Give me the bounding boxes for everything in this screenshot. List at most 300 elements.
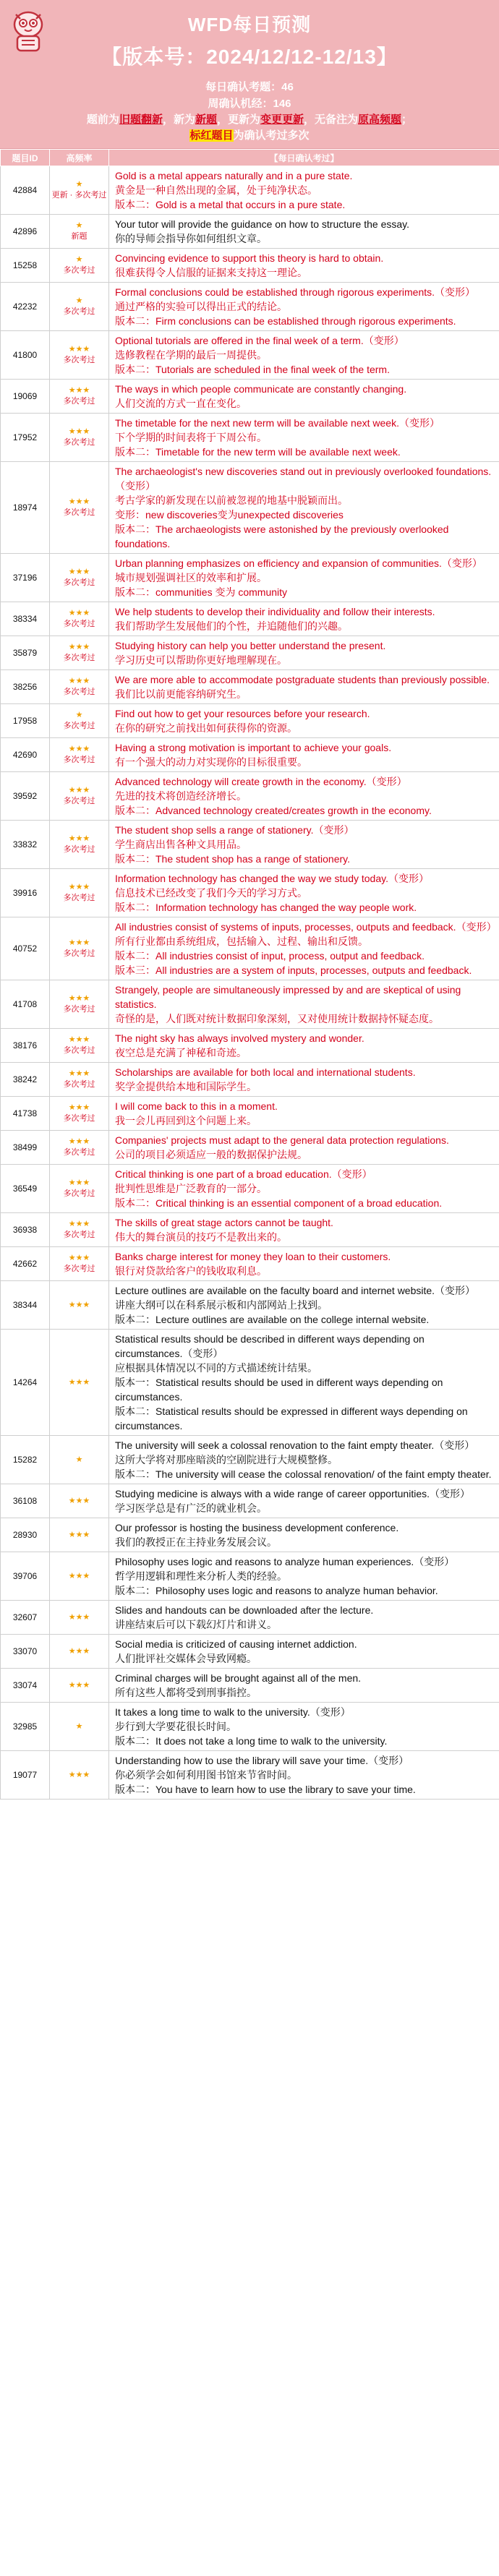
star-rating-icon: ★ — [75, 296, 83, 305]
question-id: 41738 — [1, 1097, 50, 1131]
star-rating-icon: ★★★ — [68, 1069, 90, 1078]
star-rating-icon: ★ — [75, 1455, 83, 1464]
sentence-line: The skills of great stage actors cannot be taught. — [115, 1217, 333, 1228]
question-id: 42896 — [1, 215, 50, 249]
status-tag: 多次考过 — [63, 894, 95, 902]
sentence-cell — [109, 1635, 499, 1669]
sentence-line: 你必须学会如何利用图书馆来节省时间。 — [115, 1769, 297, 1781]
star-rating-icon: ★★★ — [68, 1377, 90, 1387]
table-row — [1, 166, 499, 215]
sentence-cell — [109, 1029, 499, 1063]
sentence-cell — [109, 380, 499, 414]
legend-line-2: 标红题目为确认考过多次 — [189, 129, 310, 142]
header-freq: 高频率 — [50, 150, 109, 166]
sentence-line: 夜空总是充满了神秘和奇迹。 — [115, 1047, 247, 1058]
sentence-line: 人们交流的方式一直在变化。 — [115, 398, 247, 409]
question-table — [0, 149, 499, 1800]
frequency-cell — [50, 980, 109, 1029]
sentence-line: 版本一：Statistical results should be used in different ways depending on circumstances. — [115, 1377, 443, 1403]
frequency-cell — [50, 670, 109, 704]
frequency-cell — [50, 1518, 109, 1552]
sentence-line: 这所大学将对那座暗淡的空剧院进行大规模整修。 — [115, 1454, 338, 1465]
frequency-cell — [50, 1552, 109, 1601]
table-row — [1, 1669, 499, 1703]
question-id: 42884 — [1, 166, 50, 215]
status-tag: 多次考过 — [63, 654, 95, 662]
sentence-line: 版本二：Philosophy uses logic and reasons to analyze human behavior. — [115, 1585, 438, 1596]
sentence-cell — [109, 554, 499, 602]
sentence-line: 版本二：Critical thinking is an essential component of a broad education. — [115, 1197, 443, 1209]
sentence-line: Critical thinking is one part of a broad education.（变形） — [115, 1168, 372, 1180]
sentence-line: The student shop sells a range of stationery.（变形） — [115, 824, 354, 836]
table-row — [1, 380, 499, 414]
star-rating-icon: ★ — [75, 180, 83, 189]
star-rating-icon: ★★★ — [68, 1680, 90, 1690]
sentence-line: 在你的研究之前找出如何获得你的资源。 — [115, 722, 297, 734]
table-row — [1, 670, 499, 704]
sentence-line: The timetable for the next new term will be available next week.（变形） — [115, 417, 440, 429]
frequency-cell — [50, 166, 109, 215]
sentence-line: 银行对贷款给客户的钱收取利息。 — [115, 1265, 267, 1277]
star-rating-icon: ★★★ — [68, 568, 90, 576]
sentence-line: Social media is criticized of causing internet addiction. — [115, 1638, 357, 1650]
table-row — [1, 1552, 499, 1601]
frequency-cell — [50, 554, 109, 602]
frequency-cell — [50, 1213, 109, 1247]
table-row — [1, 738, 499, 772]
sentence-cell — [109, 1247, 499, 1281]
sentence-line: 黄金是一种自然出现的金属，处于纯净状态。 — [115, 184, 317, 196]
sentence-cell — [109, 917, 499, 980]
question-id: 38344 — [1, 1281, 50, 1330]
sentence-cell — [109, 414, 499, 462]
question-id: 37196 — [1, 554, 50, 602]
sentence-line: 我们比以前更能容纳研究生。 — [115, 688, 247, 700]
question-id: 42232 — [1, 283, 50, 331]
star-rating-icon: ★ — [75, 255, 83, 264]
sentence-line: Convincing evidence to support this theory is hard to obtain. — [115, 252, 384, 264]
table-row — [1, 1518, 499, 1552]
table-row — [1, 1601, 499, 1635]
table-row — [1, 636, 499, 670]
sentence-line: 我们帮助学生发展他们的个性，并追随他们的兴趣。 — [115, 620, 348, 632]
frequency-cell — [50, 1165, 109, 1213]
sentence-line: 公司的项目必须适应一般的数据保护法规。 — [115, 1149, 307, 1160]
frequency-cell — [50, 917, 109, 980]
daily-count: 每日确认考题：46 — [205, 81, 294, 93]
table-row — [1, 1635, 499, 1669]
sentence-line: Advanced technology will create growth in the economy.（变形） — [115, 776, 407, 787]
table-row — [1, 1436, 499, 1484]
sentence-cell — [109, 1601, 499, 1635]
sentence-line: Information technology has changed the way we study today.（变形） — [115, 873, 429, 884]
star-rating-icon: ★★★ — [68, 1612, 90, 1622]
table-row — [1, 331, 499, 380]
sentence-line: Slides and handouts can be downloaded after the lecture. — [115, 1604, 374, 1616]
sentence-line: 所有这些人都将受到刑事指控。 — [115, 1687, 257, 1698]
status-tag: 更新 · 多次考过 — [51, 191, 107, 200]
sentence-line: Banks charge interest for money they loan to their customers. — [115, 1251, 391, 1262]
table-header-row — [1, 150, 499, 166]
frequency-cell — [50, 249, 109, 283]
sentence-line: Your tutor will provide the guidance on how to structure the essay. — [115, 218, 410, 230]
sentence-line: 版本二：It does not take a long time to walk to the university. — [115, 1735, 388, 1747]
question-id: 35879 — [1, 636, 50, 670]
question-id: 39916 — [1, 869, 50, 917]
frequency-cell — [50, 380, 109, 414]
sentence-line: Studying medicine is always with a wide range of career opportunities.（变形） — [115, 1488, 471, 1499]
table-row — [1, 1063, 499, 1097]
frequency-cell — [50, 283, 109, 331]
header-id: 题目ID — [1, 150, 50, 166]
sentence-line: The ways in which people communicate are constantly changing. — [115, 383, 407, 395]
sentence-line: The archaeologist's new discoveries stand out in previously overlooked foundations.（变形） — [115, 466, 492, 492]
sentence-cell — [109, 283, 499, 331]
sentence-line: 版本二：The university will cease the colossal renovation/ of the faint empty theater. — [115, 1468, 492, 1480]
sentence-line: Companies' projects must adapt to the general data protection regulations. — [115, 1134, 449, 1146]
sentence-cell — [109, 166, 499, 215]
star-rating-icon: ★★★ — [68, 1103, 90, 1112]
sentence-cell — [109, 1330, 499, 1436]
star-rating-icon: ★★★ — [68, 1035, 90, 1044]
sentence-cell — [109, 602, 499, 636]
star-rating-icon: ★★★ — [68, 1530, 90, 1539]
sentence-line: Philosophy uses logic and reasons to analyze human experiences.（变形） — [115, 1556, 455, 1567]
question-id: 41800 — [1, 331, 50, 380]
sentence-line: All industries consist of systems of inputs, processes, outputs and feedback.（变形） — [115, 921, 497, 933]
question-id: 15282 — [1, 1436, 50, 1484]
sentence-line: Formal conclusions could be established through rigorous experiments.（变形） — [115, 286, 476, 298]
frequency-cell — [50, 636, 109, 670]
sentence-line: 我一会儿再回到这个问题上来。 — [115, 1115, 257, 1126]
question-id: 17952 — [1, 414, 50, 462]
table-row — [1, 772, 499, 821]
star-rating-icon: ★★★ — [68, 677, 90, 685]
table-row — [1, 980, 499, 1029]
status-tag: 多次考过 — [63, 688, 95, 696]
table-row — [1, 1131, 499, 1165]
status-tag: 多次考过 — [63, 620, 95, 628]
sentence-line: 选修教程在学期的最后一周提供。 — [115, 349, 267, 361]
table-row — [1, 1213, 499, 1247]
sentence-line: 版本二：All industries consist of input, process, output and feedback. — [115, 950, 425, 962]
question-id: 33832 — [1, 821, 50, 869]
status-tag: 多次考过 — [63, 266, 95, 275]
sentence-line: 人们批评社交媒体会导致网瘾。 — [115, 1653, 257, 1664]
status-tag: 多次考过 — [63, 1231, 95, 1239]
question-id: 39706 — [1, 1552, 50, 1601]
question-id: 41708 — [1, 980, 50, 1029]
frequency-cell — [50, 1703, 109, 1751]
question-id: 18974 — [1, 462, 50, 554]
sentence-line: 版本二：Information technology has changed the way people work. — [115, 902, 417, 913]
sentence-line: 很难获得令人信服的证据来支持这一理论。 — [115, 267, 307, 278]
table-row — [1, 1281, 499, 1330]
status-tag: 多次考过 — [63, 438, 95, 447]
table-row — [1, 554, 499, 602]
sentence-line: Our professor is hosting the business development conference. — [115, 1522, 399, 1533]
frequency-cell — [50, 738, 109, 772]
sentence-line: Gold is a metal appears naturally and in a pure state. — [115, 170, 353, 181]
sentence-line: Having a strong motivation is important to achieve your goals. — [115, 742, 392, 753]
sentence-line: 版本二：The archaeologists were astonished by the previously overlooked foundations. — [115, 523, 449, 549]
sentence-line: Urban planning emphasizes on efficiency and expansion of communities.（变形） — [115, 557, 482, 569]
sentence-line: 我们的教授正在主持业务发展会议。 — [115, 1536, 277, 1548]
page-title: WFD每日预测 — [187, 14, 312, 35]
star-rating-icon: ★ — [75, 711, 83, 719]
sentence-line: 版本二：Tutorials are scheduled in the final week of the term. — [115, 364, 390, 375]
table-row — [1, 249, 499, 283]
sentence-line: 版本二：communities 变为 community — [115, 586, 288, 598]
table-row — [1, 1029, 499, 1063]
sentence-line: Optional tutorials are offered in the final week of a term.（变形） — [115, 335, 404, 346]
sentence-line: Lecture outlines are available on the faculty board and internet website.（变形） — [115, 1285, 476, 1296]
status-tag: 多次考过 — [63, 756, 95, 764]
question-id: 36938 — [1, 1213, 50, 1247]
status-tag: 多次考过 — [63, 845, 95, 854]
table-row — [1, 821, 499, 869]
status-tag: 多次考过 — [63, 1080, 95, 1089]
sentence-line: 讲座结束后可以下载幻灯片和讲义。 — [115, 1619, 277, 1630]
sentence-line: 城市规划强调社区的效率和扩展。 — [115, 572, 267, 583]
question-id: 33074 — [1, 1669, 50, 1703]
star-rating-icon: ★★★ — [68, 643, 90, 651]
sentence-cell — [109, 1131, 499, 1165]
sentence-line: 下个学期的时间表将于下周公布。 — [115, 432, 267, 443]
star-rating-icon: ★★★ — [68, 497, 90, 506]
sentence-cell — [109, 1552, 499, 1601]
sentence-line: 奇怪的是，人们既对统计数据印象深刻，又对使用统计数据持怀疑态度。 — [115, 1013, 439, 1024]
status-tag: 多次考过 — [63, 1148, 95, 1157]
sentence-cell — [109, 1518, 499, 1552]
sentence-cell — [109, 670, 499, 704]
star-rating-icon: ★★★ — [68, 1770, 90, 1779]
version-label: 【版本号：2024/12/12-12/13】 — [101, 46, 398, 68]
table-row — [1, 1097, 499, 1131]
table-row — [1, 1751, 499, 1800]
question-id: 33070 — [1, 1635, 50, 1669]
question-id: 38256 — [1, 670, 50, 704]
sentence-line: 哲学用逻辑和理性来分析人类的经验。 — [115, 1570, 287, 1582]
sentence-line: 版本二：Timetable for the new term will be available next week. — [115, 446, 401, 458]
status-tag: 多次考过 — [63, 1189, 95, 1198]
frequency-cell — [50, 869, 109, 917]
question-id: 32607 — [1, 1601, 50, 1635]
table-row — [1, 414, 499, 462]
table-row — [1, 869, 499, 917]
star-rating-icon: ★★★ — [68, 938, 90, 947]
frequency-cell — [50, 704, 109, 738]
sentence-line: Find out how to get your resources before your research. — [115, 708, 370, 719]
sentence-cell — [109, 1436, 499, 1484]
sentence-line: 讲座大纲可以在科系展示板和内部网站上找到。 — [115, 1299, 328, 1311]
sentence-cell — [109, 1097, 499, 1131]
mascot-logo-icon — [7, 6, 49, 55]
frequency-cell — [50, 1484, 109, 1518]
legend-line-1: 题前为旧题翻新，新为新题，更新为变更更新，无备注为原高频题； — [86, 114, 413, 126]
sentence-cell — [109, 772, 499, 821]
frequency-cell — [50, 1436, 109, 1484]
sentence-cell — [109, 1751, 499, 1800]
question-id: 40752 — [1, 917, 50, 980]
table-row — [1, 215, 499, 249]
frequency-cell — [50, 772, 109, 821]
sentence-line: Studying history can help you better understand the present. — [115, 640, 386, 651]
sentence-cell — [109, 462, 499, 554]
table-row — [1, 704, 499, 738]
sentence-line: 版本二：Lecture outlines are available on the college internal website. — [115, 1314, 430, 1325]
star-rating-icon: ★★★ — [68, 745, 90, 753]
sentence-line: The university will seek a colossal renovation to the faint empty theater.（变形） — [115, 1439, 475, 1451]
status-tag: 多次考过 — [63, 578, 95, 587]
star-rating-icon: ★★★ — [68, 1646, 90, 1656]
question-id: 32985 — [1, 1703, 50, 1751]
question-id: 42662 — [1, 1247, 50, 1281]
sentence-cell — [109, 215, 499, 249]
table-row — [1, 1165, 499, 1213]
frequency-cell — [50, 1330, 109, 1436]
frequency-cell — [50, 331, 109, 380]
frequency-cell — [50, 1601, 109, 1635]
table-row — [1, 1330, 499, 1436]
sentence-cell — [109, 1063, 499, 1097]
frequency-cell — [50, 215, 109, 249]
sentence-cell — [109, 704, 499, 738]
frequency-cell — [50, 414, 109, 462]
sentence-cell — [109, 980, 499, 1029]
sentence-line: 所有行业都由系统组成，包括输入、过程、输出和反馈。 — [115, 936, 368, 947]
star-rating-icon: ★★★ — [68, 1300, 90, 1309]
frequency-cell — [50, 602, 109, 636]
sentence-line: 应根据具体情况以不同的方式描述统计结果。 — [115, 1362, 317, 1374]
table-row — [1, 602, 499, 636]
status-tag: 多次考过 — [63, 722, 95, 730]
star-rating-icon: ★★★ — [68, 1496, 90, 1505]
sentence-line: 伟大的舞台演员的技巧不是教出来的。 — [115, 1231, 287, 1243]
star-rating-icon: ★★★ — [68, 427, 90, 436]
question-id: 38242 — [1, 1063, 50, 1097]
sentence-line: 有一个强大的动力对实现你的目标很重要。 — [115, 756, 307, 768]
page-header — [0, 0, 499, 149]
star-rating-icon: ★★★ — [68, 834, 90, 843]
table-row — [1, 462, 499, 554]
question-id: 14264 — [1, 1330, 50, 1436]
star-rating-icon: ★★★ — [68, 994, 90, 1003]
sentence-line: 版本二：The student shop has a range of stationery. — [115, 853, 351, 865]
frequency-cell — [50, 1635, 109, 1669]
weekly-count: 周确认机经：146 — [208, 98, 291, 110]
sentence-line: 通过严格的实验可以得出正式的结论。 — [115, 301, 287, 312]
sentence-line: Understanding how to use the library will save your time.（变形） — [115, 1755, 409, 1766]
status-tag: 多次考过 — [63, 397, 95, 406]
header-content: 【每日确认考过】 — [109, 150, 499, 166]
sentence-line: 信息技术已经改变了我们今天的学习方式。 — [115, 887, 307, 899]
question-id: 28930 — [1, 1518, 50, 1552]
sentence-line: 你的导师会指导你如何组织文章。 — [115, 233, 267, 244]
frequency-cell — [50, 1131, 109, 1165]
question-id: 19069 — [1, 380, 50, 414]
frequency-cell — [50, 1669, 109, 1703]
star-rating-icon: ★★★ — [68, 1178, 90, 1187]
sentence-line: Statistical results should be described in different ways depending on circumstances.（变形） — [115, 1333, 425, 1359]
sentence-line: The night sky has always involved mystery and wonder. — [115, 1032, 364, 1044]
frequency-cell — [50, 1751, 109, 1800]
sentence-line: I will come back to this in a moment. — [115, 1100, 278, 1112]
sentence-line: It takes a long time to walk to the university.（变形） — [115, 1706, 351, 1718]
sentence-cell — [109, 1281, 499, 1330]
question-id: 15258 — [1, 249, 50, 283]
frequency-cell — [50, 1097, 109, 1131]
sentence-line: 版本三：All industries are a system of inputs, processes, outputs and feedback. — [115, 964, 472, 976]
sentence-line: 学生商店出售各种文具用品。 — [115, 839, 247, 850]
status-tag: 多次考过 — [63, 1046, 95, 1055]
star-rating-icon: ★★★ — [68, 1137, 90, 1146]
sentence-line: 学习医学总是有广泛的就业机会。 — [115, 1502, 267, 1514]
sentence-line: 步行到大学要花很长时间。 — [115, 1721, 236, 1732]
table-row — [1, 1247, 499, 1281]
star-rating-icon: ★★★ — [68, 1220, 90, 1228]
frequency-cell — [50, 1063, 109, 1097]
star-rating-icon: ★★★ — [68, 786, 90, 795]
sentence-line: 版本二：Statistical results should be expressed in different ways depending on circumstances. — [115, 1405, 468, 1432]
sentence-cell — [109, 331, 499, 380]
question-id: 38176 — [1, 1029, 50, 1063]
table-row — [1, 917, 499, 980]
question-id: 38334 — [1, 602, 50, 636]
table-row — [1, 1484, 499, 1518]
question-id: 42690 — [1, 738, 50, 772]
frequency-cell — [50, 1029, 109, 1063]
sentence-line: We help students to develop their individuality and follow their interests. — [115, 606, 435, 617]
sentence-line: Strangely, people are simultaneously impressed by and are skeptical of using statistics. — [115, 984, 461, 1010]
sentence-cell — [109, 1484, 499, 1518]
frequency-cell — [50, 1281, 109, 1330]
sentence-line: Criminal charges will be brought against all of the men. — [115, 1672, 362, 1684]
status-tag: 多次考过 — [63, 1265, 95, 1273]
sentence-cell — [109, 738, 499, 772]
sentence-line: 先进的技术将创造经济增长。 — [115, 790, 247, 802]
star-rating-icon: ★★★ — [68, 609, 90, 617]
status-tag: 多次考过 — [63, 949, 95, 958]
sentence-line: 变形：new discoveries变为unexpected discoveries — [115, 509, 344, 521]
sentence-line: 版本二：Firm conclusions can be established through rigorous experiments. — [115, 315, 456, 327]
table-row — [1, 1703, 499, 1751]
status-tag: 多次考过 — [63, 1005, 95, 1014]
question-id: 19077 — [1, 1751, 50, 1800]
frequency-cell — [50, 821, 109, 869]
sentence-cell — [109, 1165, 499, 1213]
sentence-cell — [109, 869, 499, 917]
status-tag: 新题 — [71, 232, 88, 241]
sentence-cell — [109, 1669, 499, 1703]
sentence-line: 学习历史可以帮助你更好地理解现在。 — [115, 654, 287, 666]
question-id: 39592 — [1, 772, 50, 821]
sentence-line: 版本二：Advanced technology created/creates growth in the economy. — [115, 805, 432, 816]
question-id: 36108 — [1, 1484, 50, 1518]
table-row — [1, 283, 499, 331]
sentence-cell — [109, 249, 499, 283]
sentence-line: 批判性思维是广泛教育的一部分。 — [115, 1183, 267, 1194]
star-rating-icon: ★ — [75, 221, 83, 230]
star-rating-icon: ★★★ — [68, 386, 90, 395]
sentence-cell — [109, 636, 499, 670]
sentence-line: 奖学金提供给本地和国际学生。 — [115, 1081, 257, 1092]
frequency-cell — [50, 1247, 109, 1281]
sentence-line: 考古学家的新发现在以前被忽视的地基中脱颖而出。 — [115, 495, 348, 506]
status-tag: 多次考过 — [63, 508, 95, 517]
question-id: 38499 — [1, 1131, 50, 1165]
star-rating-icon: ★★★ — [68, 345, 90, 354]
